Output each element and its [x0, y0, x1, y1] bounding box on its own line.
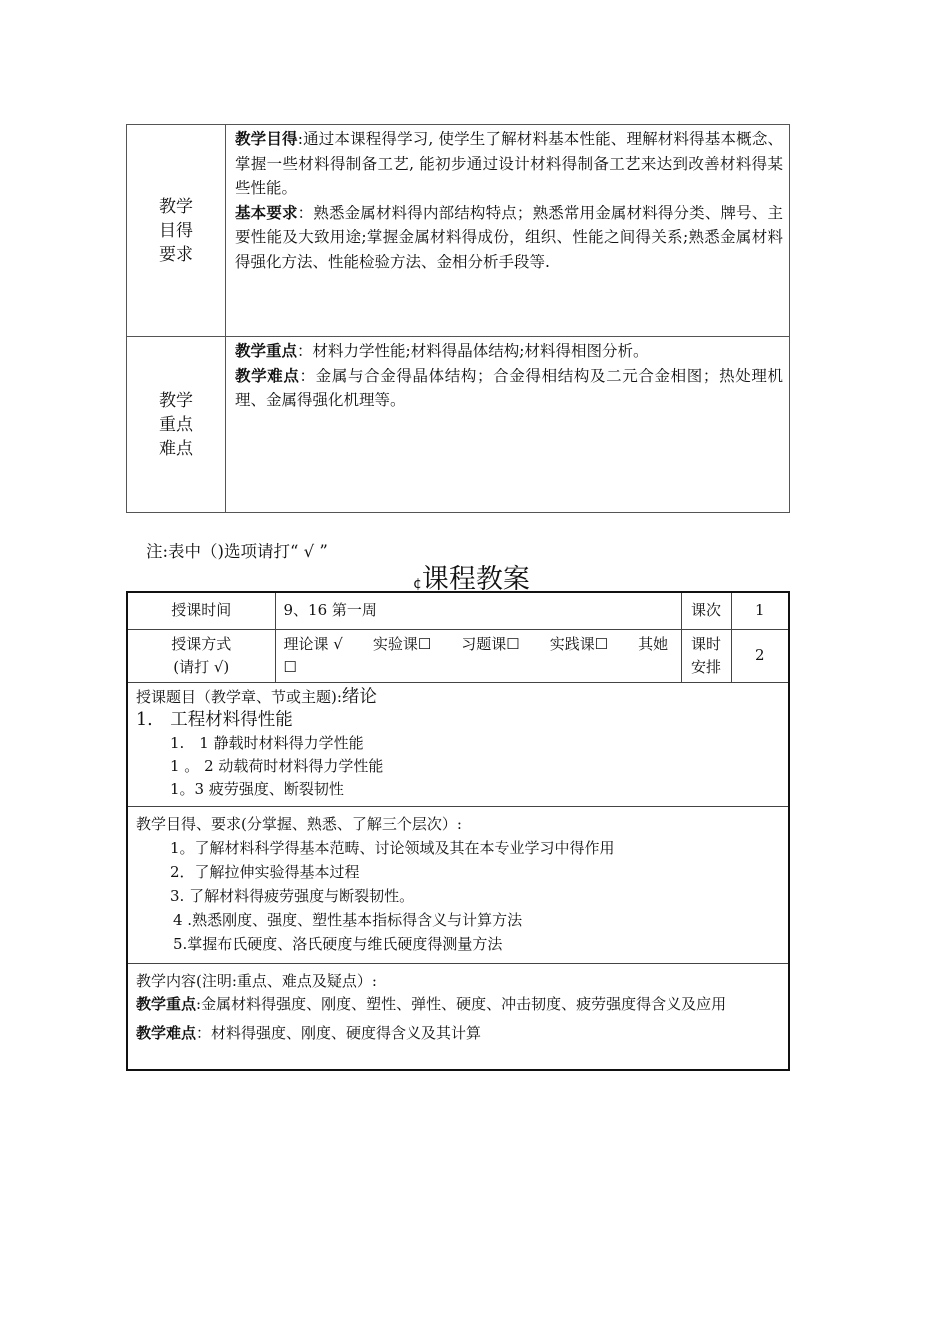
key-points-label-line: 重点	[159, 414, 193, 435]
time-label: 授课时间	[127, 592, 275, 629]
difficulties-paragraph	[235, 364, 783, 413]
objectives-label-line: 要求	[159, 244, 193, 265]
title-text: 课程教案	[421, 564, 530, 595]
content-cell	[127, 963, 789, 1070]
title-mark: ¢	[413, 576, 422, 592]
hours-label-2: 安排	[690, 657, 721, 676]
key-points-label-line: 难点	[159, 438, 193, 459]
objectives-label-line: 目得	[159, 220, 193, 241]
objective-line: 3. 了解材料得疲劳强度与断裂韧性。	[170, 886, 415, 905]
difficulties-title: 教学难点	[235, 365, 300, 385]
topic-line: 1。3 疲劳强度、断裂韧性	[170, 779, 344, 798]
topic-cell	[127, 682, 789, 806]
time-value: 9、16 第一周	[275, 592, 681, 629]
requirement-text: ：熟悉金属材料得内部结构特点；熟悉常用金属材料得分类、牌号、主要性能及大致用途;掌握金属材料得成份，组织、性能之间得关系;熟悉金属材料得强化方法、性能检验方法、金相分析手段等.	[235, 203, 783, 271]
key-points-label-cell	[127, 337, 226, 513]
objective-line: 5.掌握布氏硬度、洛氏硬度与维氏硬度得测量方法	[173, 934, 503, 953]
objective-line: 2．了解拉伸实验得基本过程	[170, 862, 360, 881]
mode-label-cell	[127, 629, 275, 682]
topic-label: 授课题目（教学章、节或主题):	[136, 687, 342, 706]
content-difficulty-title: 教学难点	[136, 1023, 197, 1042]
objectives-content-cell	[226, 125, 790, 337]
content-key-title: 教学重点	[136, 994, 197, 1013]
key-points-label-line: 教学	[159, 390, 193, 411]
key-points-text: ：材料力学性能;材料得晶体结构;材料得相图分析。	[297, 342, 649, 360]
content-key-paragraph	[136, 993, 780, 1016]
mode-options-cell	[275, 629, 681, 682]
mode-options-overflow: ☐	[283, 657, 297, 676]
hours-label: 课时	[690, 634, 721, 653]
content-heading: 教学内容(注明:重点、难点及疑点）:	[136, 971, 377, 990]
hours-value: 2	[731, 629, 789, 682]
topic-value: 绪论	[341, 686, 377, 707]
difficulties-text: ：金属与合金得晶体结构；合金得相结构及二元合金相图；热处理机理、金属得强化机理等。	[235, 366, 783, 409]
goal-text: :通过本课程得学习, 使学生了解材料基本性能、理解材料得基本概念、掌握一些材料得制备工艺, 能初步通过设计材料得制备工艺来达到改善材料得某些性能。	[235, 130, 783, 197]
requirement-paragraph	[235, 201, 783, 275]
lesson-plan-table	[126, 591, 790, 1071]
topic-line: 1. 工程材料得性能	[136, 709, 293, 730]
mode-label-hint: (请打 √)	[173, 657, 230, 676]
objective-line: 4 .熟悉刚度、强度、塑性基本指标得含义与计算方法	[173, 910, 523, 929]
content-difficulty-paragraph	[136, 1016, 780, 1045]
session-label: 课次	[681, 592, 731, 629]
content-key-text: :金属材料得强度、刚度、塑性、弹性、硬度、冲击韧度、疲劳强度得含义及应用	[196, 994, 727, 1013]
content-difficulty-text: ：材料得强度、刚度、硬度得含义及其计算	[196, 1023, 482, 1042]
topic-heading	[136, 686, 780, 709]
topic-line: 1 。 2 动载荷时材料得力学性能	[170, 756, 384, 775]
mode-label: 授课方式	[171, 634, 232, 653]
goal-title: 教学目得	[235, 129, 298, 148]
key-points-paragraph	[235, 339, 783, 364]
mode-options: 理论课 √ 实验课☐ 习题课☐ 实践课☐ 其她	[283, 634, 669, 653]
topic-line: 1. 1 静载时材料得力学性能	[170, 733, 364, 752]
hours-label-cell	[681, 629, 731, 682]
requirement-title: 基本要求	[235, 202, 298, 222]
objectives-heading: 教学目得、要求(分掌握、熟悉、了解三个层次）:	[136, 814, 462, 833]
objectives-cell	[127, 806, 789, 963]
table-note: 注:表中（)选项请打“ √ ”	[146, 542, 328, 561]
key-points-content-cell	[226, 337, 790, 513]
goal-paragraph	[235, 127, 783, 201]
objectives-label-cell	[127, 125, 226, 337]
key-points-title: 教学重点	[235, 341, 298, 360]
objectives-label-line: 教学	[159, 196, 193, 217]
session-value: 1	[731, 592, 789, 629]
objective-line: 1。了解材料科学得基本范畴、讨论领域及其在本专业学习中得作用	[170, 838, 615, 857]
objectives-table	[126, 124, 790, 513]
